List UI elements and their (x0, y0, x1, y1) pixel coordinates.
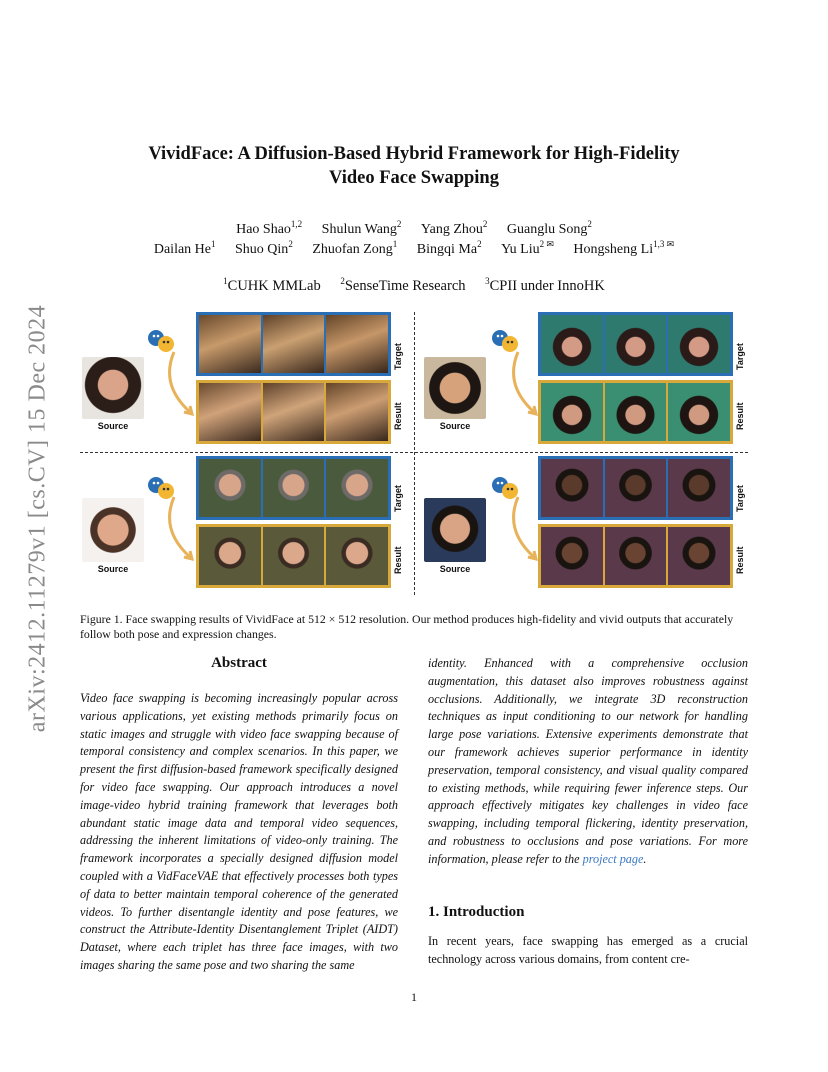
result-label: Result (393, 402, 403, 430)
result-label: Result (735, 546, 745, 574)
author: Yu Liu$^{2 ✉}$ (501, 239, 554, 257)
author: Dailan He$^1$ (153, 239, 216, 257)
source-face-image (424, 498, 486, 562)
result-frames (196, 524, 391, 588)
arxiv-stamp: arXiv:2412.11279v1 [cs.CV] 15 Dec 2024 (24, 304, 51, 733)
figure-divider-vertical (414, 312, 415, 595)
result-frames (196, 380, 391, 444)
swap-arrow-icon (160, 350, 196, 420)
source-label: Source (97, 421, 129, 431)
swap-arrow-icon (160, 495, 196, 565)
swap-arrow-icon (504, 350, 540, 420)
affiliation: $^1$CUHK MMLab (223, 276, 321, 294)
result-frames (538, 380, 733, 444)
target-frames (196, 312, 391, 376)
source-label: Source (97, 564, 129, 574)
abstract-text-right: identity. Enhanced with a comprehensive occlusion augmentation, this dataset also improves robustness against occlusions. Additionally, we integrate 3D reconstruction techniques as input conditioning to our network for handling large pose variations. Extensive experiments demonstrate that our framework achieves superior performance in identity preservation, temporal consistency, and visual quality compared to existing methods, while requiring fewer inference steps. Our approach effectively mitigates key challenges in video face swapping, including temporal flickering, identity preservation, and robustness to occlusions and pose variations. For more information, please refer to the project page. (428, 656, 748, 866)
result-label: Result (735, 402, 745, 430)
figure-caption: Figure 1. Face swapping results of VividFace at 512 × 512 resolution. Our method produces high-fidelity and vivid outputs that accurately follow both pose and expression changes. (80, 612, 734, 641)
introduction-text: In recent years, face swapping has emerged as a crucial technology across various domains, from content cre- (428, 934, 748, 966)
affiliation: $^2$SenseTime Research (340, 276, 466, 294)
source-label: Source (439, 564, 471, 574)
title-line-1: VividFace: A Diffusion-Based Hybrid Framework for High-Fidelity (148, 144, 680, 164)
target-frames (538, 456, 733, 520)
source-face-image (82, 498, 144, 562)
abstract-heading: Abstract (211, 655, 267, 671)
author: Shuo Qin$^2$ (235, 239, 293, 257)
affiliation: $^3$CPII under InnoHK (485, 276, 605, 294)
target-label: Target (393, 485, 403, 512)
author: Guanglu Song$^2$ (506, 219, 592, 237)
target-label: Target (393, 343, 403, 370)
project-page-link[interactable]: project page (582, 851, 644, 866)
author: Hao Shao$^{1,2}$ (236, 219, 303, 237)
author: Yang Zhou$^2$ (420, 219, 488, 237)
result-label: Result (393, 546, 403, 574)
source-face-image (424, 357, 486, 419)
title-line-2: Video Face Swapping (329, 168, 499, 188)
abstract-text-left: Video face swapping is becoming increasingly popular across various applications, yet existing methods primarily focus on static images and struggle with video face swapping because of temporal consistency and complex scenarios. In this paper, we present the first diffusion-based framework specifically designed for video face swapping. Our approach introduces a novel image-video hybrid training framework that leverages both abundant static image data and temporal video sequences, addressing the inherent limitations of video-only training. The framework incorporates a specially designed diffusion model coupled with a VidFaceVAE that effectively processes both types of data to better maintain temporal coherence of the generated videos. To further disentangle identity and pose features, we construct the Attribute-Identity Disentanglement Triplet (AIDT) Dataset, where each triplet has three face images, with two images sharing the same pose and two sharing the same (80, 691, 398, 972)
target-frames (196, 456, 391, 520)
target-frames (538, 312, 733, 376)
target-label: Target (735, 343, 745, 370)
result-frames (538, 524, 733, 588)
author: Hongsheng $Li^{1,3 ✉}$ (573, 239, 675, 257)
author: Shulun Wang$^2$ (321, 219, 402, 237)
source-label: Source (439, 421, 471, 431)
source-face-image (82, 357, 144, 419)
page-number: 1 (411, 990, 417, 1004)
author: Bingqi Ma$^2$ (416, 239, 482, 257)
author: Zhuofan Zong$^1$ (312, 239, 398, 257)
section-heading-introduction: 1. Introduction (428, 904, 525, 920)
target-label: Target (735, 485, 745, 512)
swap-arrow-icon (504, 495, 540, 565)
